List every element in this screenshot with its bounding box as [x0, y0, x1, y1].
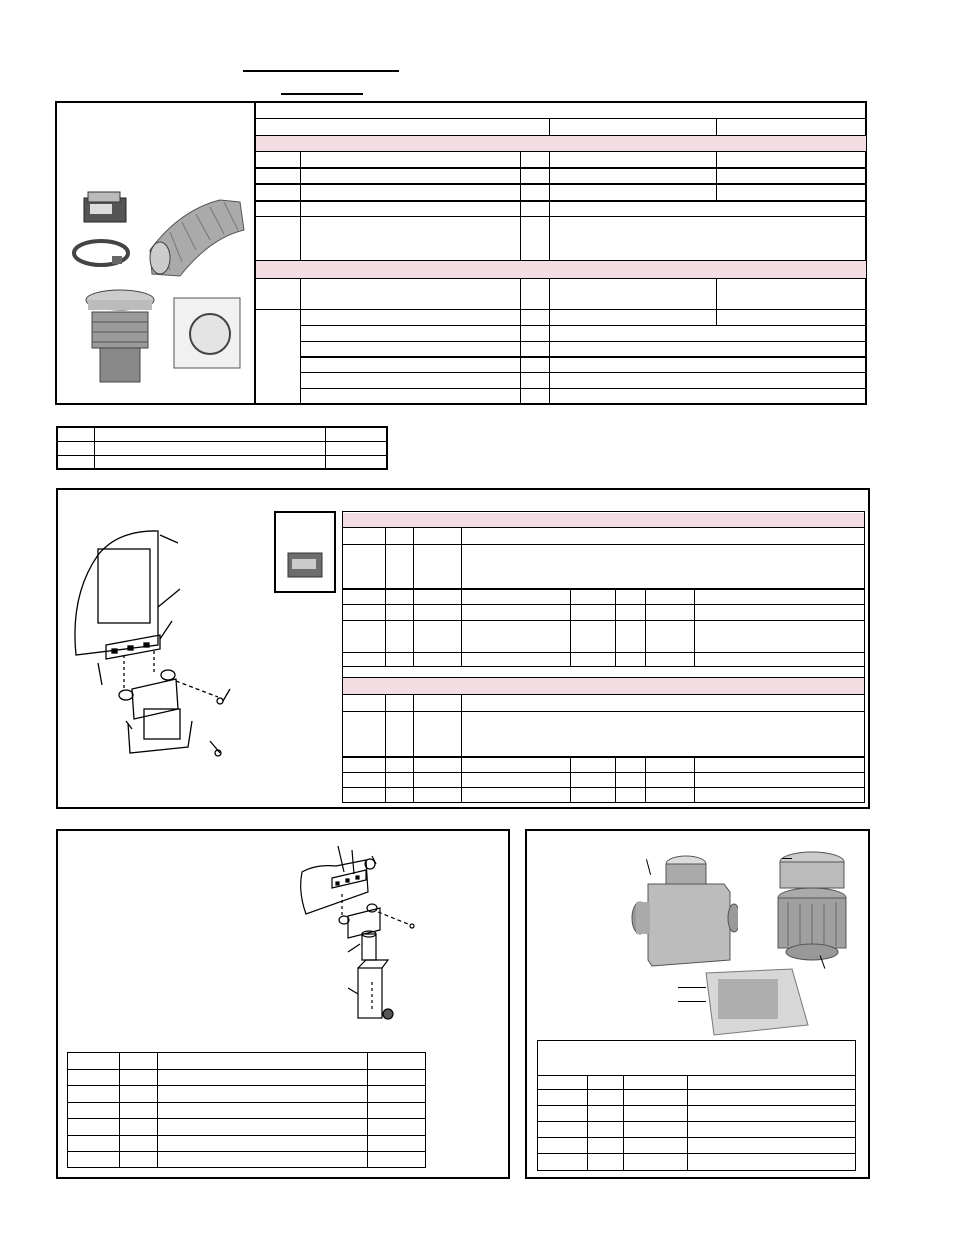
relay-switch-image: [78, 188, 134, 228]
small-parts-table: [56, 426, 388, 470]
hose-clamp-image: [70, 236, 132, 270]
power-vent-diagram: [296, 842, 426, 1032]
chimney-kit-parts-table: [537, 1040, 856, 1171]
timer-mounting-diagram: [68, 525, 268, 765]
vent-termination-image: [772, 848, 852, 973]
vent-box-image: [630, 852, 738, 972]
hardware-bag-image: [700, 965, 810, 1037]
vent-cap-image: [80, 286, 160, 386]
wall-plate-image: [170, 292, 246, 374]
title-underline-2: [281, 93, 363, 95]
flex-duct-image: [140, 190, 252, 280]
title-underline-1: [243, 70, 399, 72]
power-vent-parts-table: [67, 1052, 426, 1168]
timer-photo-box: [274, 511, 336, 593]
